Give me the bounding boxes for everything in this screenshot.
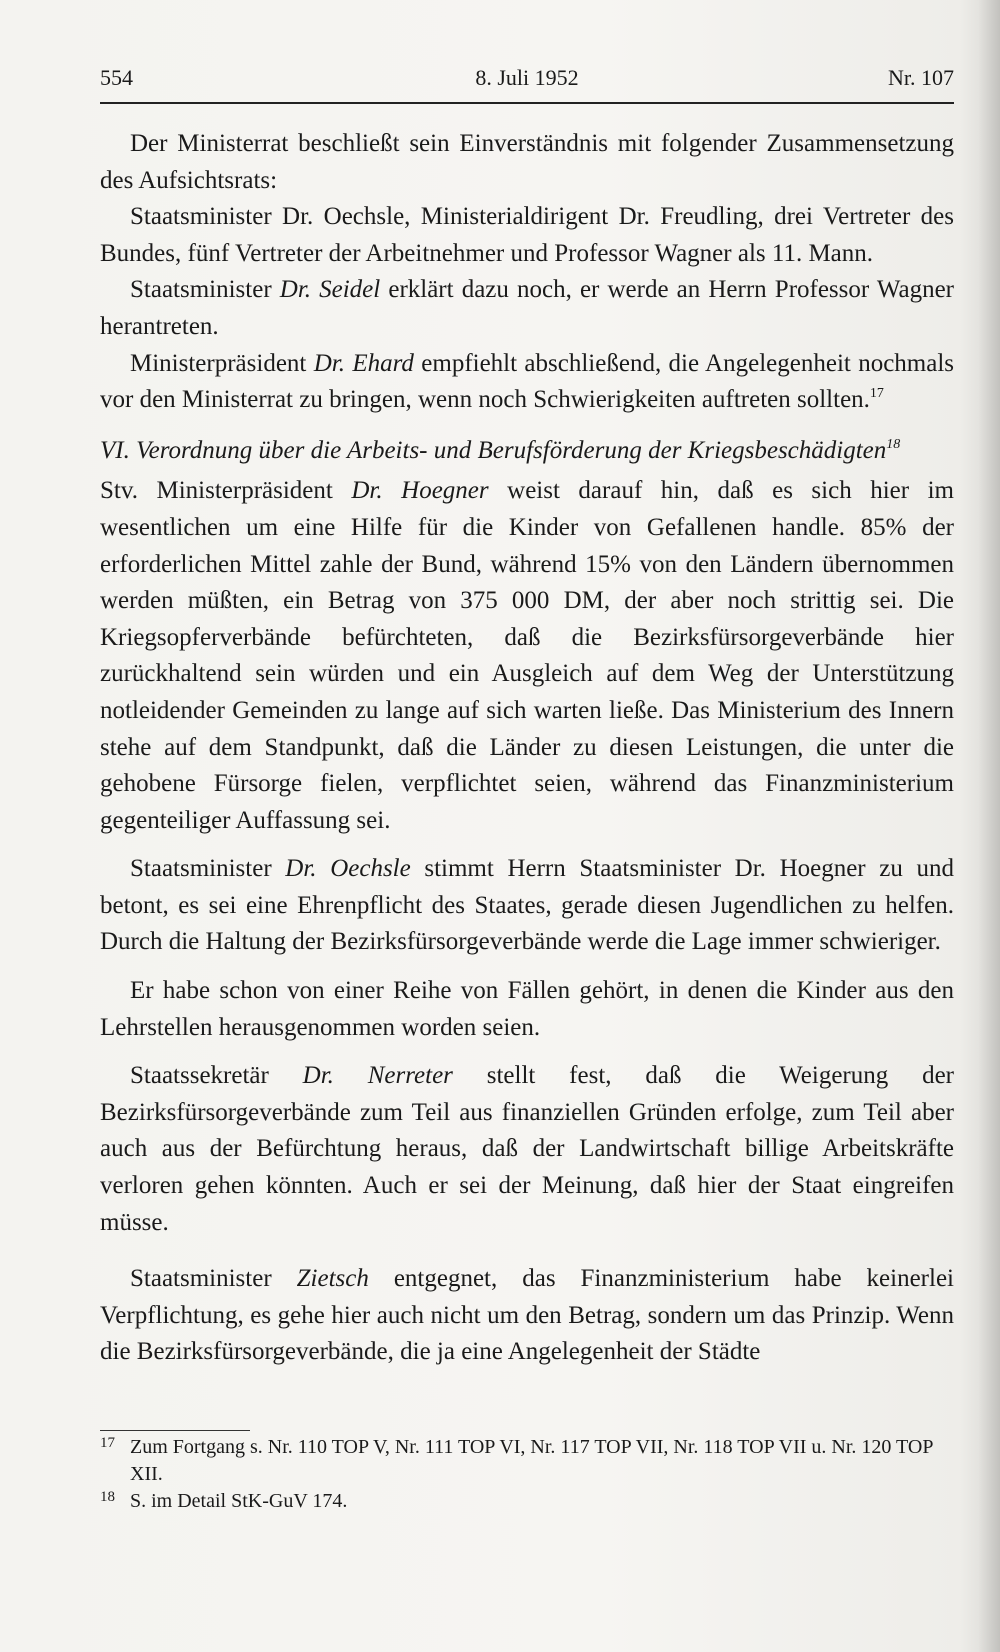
paragraph-hoegner: Stv. Ministerpräsident Dr. Hoegner weist darauf hin, daß es sich hier im wesentlichen um eine Hilfe für die Kinder von Gefallenen handle. 85% der erforderlichen Mittel zahle der Bund, während 15% von den Ländern übernommen werden müßten, ein Betrag von 375 000 DM, der aber noch strittig sei. Die Kriegsopferverbände befürchteten, daß die Bezirksfürsorgeverbände hier zurückhaltend sein würden und ein Ausgleich auf dem Weg der Unterstützung notleidender Gemeinden zu lange auf sich warten ließe. Das Ministerium des Innern stehe auf dem Standpunkt, daß die Länder zu diesen Leistungen, die unter die gehobene Fürsorge fielen, verpflichtet seien, während das Finanzministerium gegenteiliger Auffassung sei. [100,477,954,834]
footnote-rule [100,1430,250,1431]
footnote-18: 18 S. im Detail StK-GuV 174. [100,1489,348,1512]
footnotes [100,1434,954,1515]
footnote-ref: 18 [886,436,901,452]
speaker-name: Dr. Seidel [279,276,381,304]
speaker-name: Dr. Nerreter [302,1062,453,1090]
paragraph-seidel: Staatsminister Dr. Seidel erklärt dazu noch, er werde an Herrn Professor Wagner herantreten. [100,276,954,340]
section-heading: VI. Verordnung über die Arbeits- und Berufsförderung der Kriegsbeschädigten$^{18}$ [100,436,901,464]
running-header [100,65,954,105]
paragraph-resolution: Der Ministerrat beschließt sein Einverständnis mit folgender Zusammensetzung des Aufsichtsrats: [100,130,954,194]
document-number: Nr. 107 [888,65,954,90]
speaker-name: Zietsch [296,1265,369,1293]
speaker-name: Dr. Ehard [313,349,414,377]
footnote-17: 17 Zum Fortgang s. Nr. 110 TOP V, Nr. 111 TOP VI, Nr. 117 TOP VII, Nr. 118 TOP VII u. Nr. 120 TOP XII. [100,1435,933,1485]
main-text [100,126,954,1371]
paragraph-oechsle: Staatsminister Dr. Oechsle stimmt Herrn Staatsminister Dr. Hoegner zu und betont, es sei eine Ehrenpflicht des Staates, gerade diesen Jugendlichen zu helfen. Durch die Haltung der Bezirksfürsorgeverbände werde die Lage immer schwieriger. [100,855,955,956]
page-edge-shadow [978,0,1000,1652]
speaker-name: Dr. Hoegner [351,477,489,505]
header-date: 8. Juli 1952 [475,65,579,90]
paragraph-cases: Er habe schon von einer Reihe von Fällen gehört, in denen die Kinder aus den Lehrstellen herausgenommen worden seien. [100,977,954,1041]
footnote-ref: 17 [869,386,884,402]
paragraph-board-composition: Staatsminister Dr. Oechsle, Ministerialdirigent Dr. Freudling, drei Vertreter des Bundes, fünf Vertreter der Arbeitnehmer und Professor Wagner als 11. Mann. [100,203,954,267]
page-number: 554 [100,65,133,90]
speaker-name: Dr. Oechsle [285,855,411,883]
paragraph-ehard: Ministerpräsident Dr. Ehard empfiehlt abschließend, die Angelegenheit nochmals vor den Ministerrat zu bringen, wenn noch Schwierigkeiten auftreten sollten.$^{17}$ [100,349,955,414]
paragraph-nerreter: Staatssekretär Dr. Nerreter stellt fest, daß die Weigerung der Bezirksfürsorgeverbände zum Teil aus finanziellen Gründen erfolge, zum Teil aber auch aus der Befürchtung heraus, daß der Landwirtschaft billige Arbeitskräfte verloren gehen könnten. Auch er sei der Meinung, daß hier der Staat eingreifen müsse. [100,1062,954,1236]
header-rule [100,102,954,104]
paragraph-zietsch: Staatsminister Zietsch entgegnet, das Finanzministerium habe keinerlei Verpflichtung, es gehe hier auch nicht um den Betrag, sondern um das Prinzip. Wenn die Bezirksfürsorgeverbände, die ja eine Angelegenheit der Städte [100,1265,954,1366]
